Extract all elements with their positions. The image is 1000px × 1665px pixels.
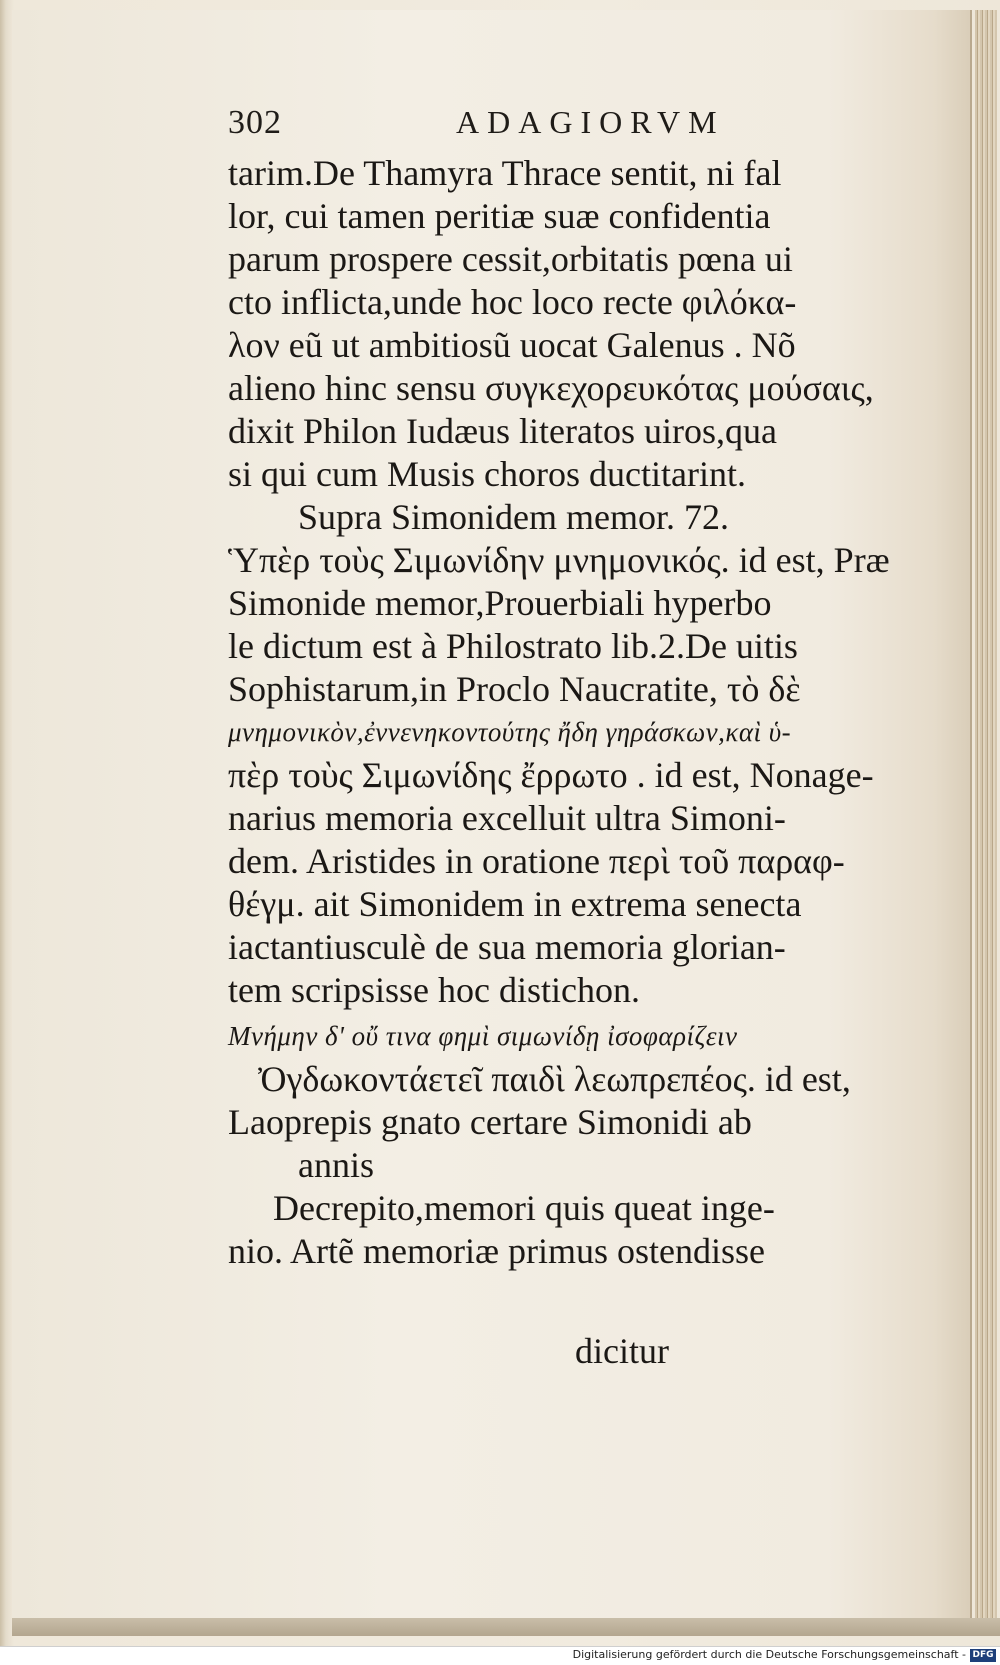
text-line: tarim.De Thamyra Thrace sentit, ni fal bbox=[228, 153, 782, 193]
verse-translation-line: Decrepito,memori quis queat inge- bbox=[273, 1188, 775, 1228]
text-line: tem scripsisse hoc distichon. bbox=[228, 970, 640, 1010]
funding-credit: Digitalisierung gefördert durch die Deutsche Forschungsgemeinschaft - bbox=[572, 1648, 966, 1661]
text-line: θέγμ. ait Simonidem in extrema senecta bbox=[228, 884, 802, 924]
text-line: Simonide memor,Prouerbiali hyperbo bbox=[228, 583, 772, 623]
verse-translation-line: annis bbox=[298, 1145, 374, 1185]
greek-verse-line: Ὀγδωκοντάετεῖ παιδὶ λεωπρεπέος. id est, bbox=[258, 1059, 851, 1099]
page-header bbox=[228, 104, 928, 150]
text-line: dixit Philon Iudæus literatos uiros,qua bbox=[228, 411, 777, 451]
text-line: dem. Aristides in oratione περὶ τοῦ παραφ- bbox=[228, 841, 845, 881]
dfg-logo-icon: DFG bbox=[970, 1649, 996, 1662]
page-edge bbox=[975, 10, 997, 1630]
page-bottom-shadow bbox=[12, 1618, 1000, 1636]
text-line: cto inflicta,unde hoc loco recte φιλόκα- bbox=[228, 282, 797, 322]
text-line: πὲρ τοὺς Σιμωνίδης ἔρρωτο . id est, Nonage- bbox=[228, 755, 874, 795]
text-line: nio. Artẽ memoriæ primus ostendisse bbox=[228, 1231, 765, 1271]
greek-verse-line: Μνήμην δ' οὔ τινα φημὶ σιμωνίδῃ ἰσοφαρίζειν bbox=[228, 1021, 738, 1051]
text-line: lor, cui tamen peritiæ suæ confidentia bbox=[228, 196, 771, 236]
text-line: narius memoria excelluit ultra Simoni- bbox=[228, 798, 786, 838]
text-line: si qui cum Musis choros ductitarint. bbox=[228, 454, 746, 494]
text-line: Sophistarum,in Proclo Naucratite, τὸ δὲ bbox=[228, 669, 801, 709]
text-line: le dictum est à Philostrato lib.2.De uitis bbox=[228, 626, 798, 666]
text-line: λον eũ ut ambitiosũ uocat Galenus . Nõ bbox=[228, 325, 796, 365]
text-line: parum prospere cessit,orbitatis pœna ui bbox=[228, 239, 793, 279]
text-line: alieno hinc sensu συγκεχορευκότας μούσαις, bbox=[228, 368, 874, 408]
greek-line: μνημονικὸν,ἐννενηκοντούτης ἤδη γηράσκων,καὶ ὑ- bbox=[228, 717, 792, 747]
catchword: dicitur bbox=[575, 1331, 669, 1371]
text-line: Ὑπὲρ τοὺς Σιμωνίδην μνημονικός. id est, Præ bbox=[228, 540, 890, 580]
adage-heading: Supra Simonidem memor. 72. bbox=[298, 497, 729, 537]
verse-translation-line: Laoprepis gnato certare Simonidi ab bbox=[228, 1102, 752, 1142]
running-head: ADAGIORVM bbox=[456, 104, 725, 140]
footer-bar bbox=[0, 1646, 1000, 1665]
text-line: iactantiusculè de sua memoria glorian- bbox=[228, 927, 786, 967]
page-number: 302 bbox=[228, 104, 282, 141]
